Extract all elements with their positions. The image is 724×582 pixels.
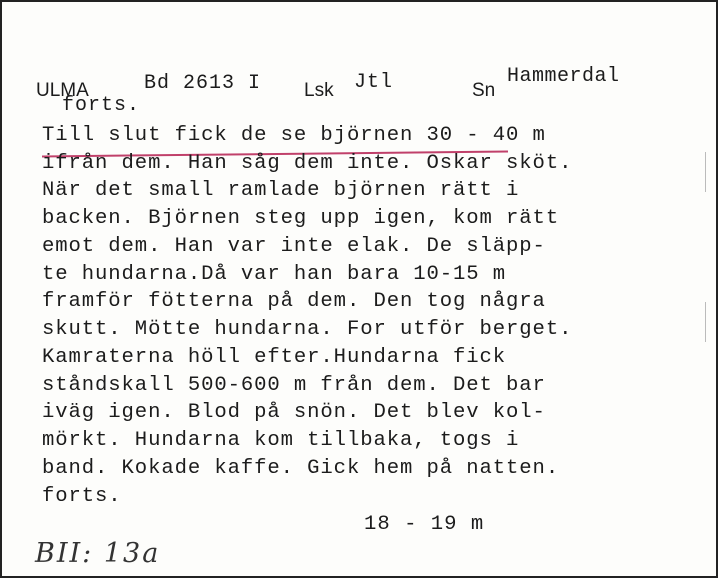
handwritten-reference: BII: 13a [35,538,161,569]
text-line: ståndskall 500-600 m från dem. Det bar [42,374,546,397]
text-line: skutt. Mötte hundarna. For utför berget. [42,318,573,341]
text-line: te hundarna.Då var han bara 10-15 m [42,263,507,286]
continued-top: forts. [62,94,141,117]
text-line: framför fötterna på dem. Den tog några [42,290,546,313]
card-edge-mark [705,302,706,342]
text-line: Kamraterna höll efter.Hundarna fick [42,346,507,369]
card-edge-mark [705,152,706,192]
lsk-value: Jtl [354,71,394,94]
archive-label: ULMA [36,80,89,101]
text-line: emot dem. Han var inte elak. De släpp- [42,235,546,258]
text-line: När det small ramlade björnen rätt i [42,179,520,202]
text-line: forts. [42,485,122,508]
text-line: iväg igen. Blod på snön. Det blev kol- [42,401,546,424]
sn-value: Hammerdal [507,65,620,88]
sn-label: Sn [472,80,496,101]
text-line: backen. Björnen steg upp igen, kom rätt [42,207,560,230]
text-line: band. Kokade kaffe. Gick hem på natten. [42,457,560,480]
text-line: Till slut fick de se björnen 30 - 40 m [42,124,546,147]
page-range: 18 - 19 m [364,513,485,536]
volume-number: Bd 2613 I [144,72,262,95]
text-line: mörkt. Hundarna kom tillbaka, togs i [42,429,520,452]
lsk-label: Lsk [304,80,334,101]
text-line: ifrån dem. Han såg dem inte. Oskar sköt. [42,152,573,175]
